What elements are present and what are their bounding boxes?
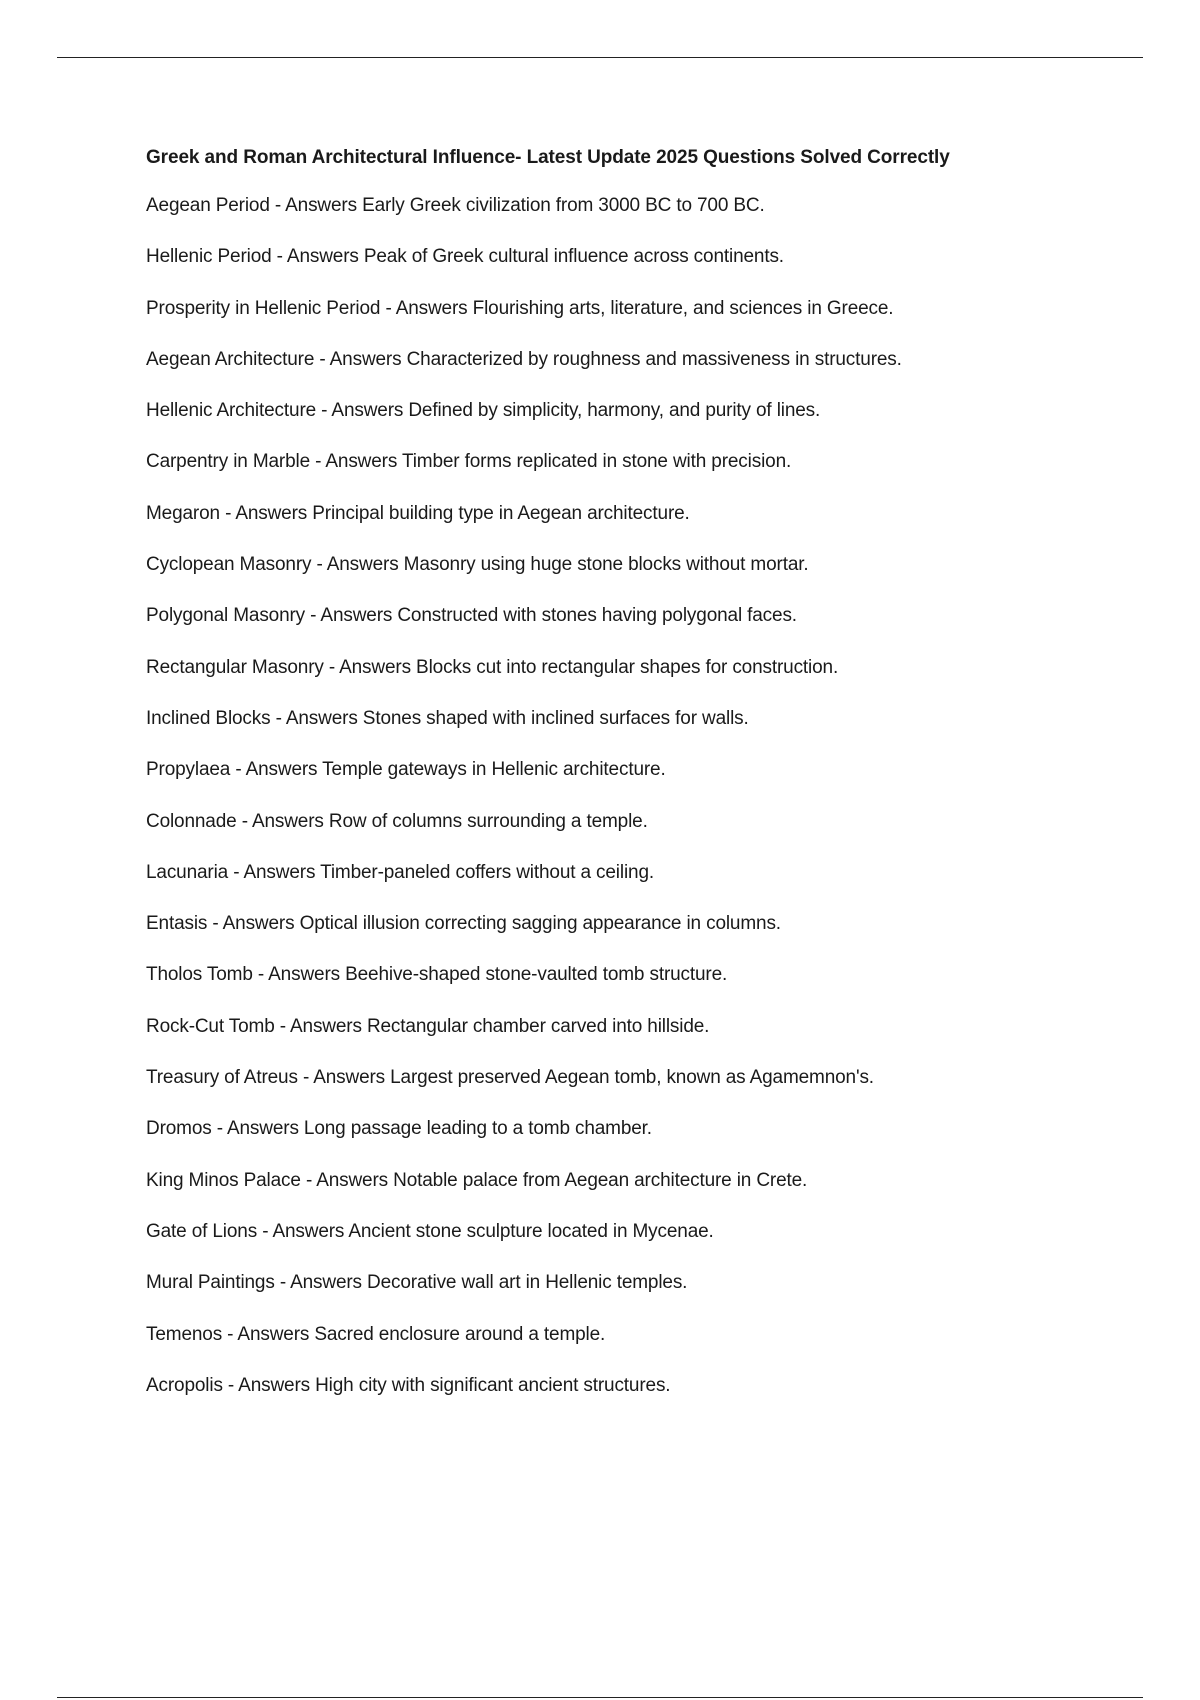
qa-item: Mural Paintings - Answers Decorative wall art in Hellenic temples. [146, 1272, 688, 1294]
qa-item: Rock-Cut Tomb - Answers Rectangular chamber carved into hillside. [146, 1015, 710, 1037]
qa-item: Treasury of Atreus - Answers Largest preserved Aegean tomb, known as Agamemnon's. [146, 1067, 874, 1089]
qa-item: Colonnade - Answers Row of columns surrounding a temple. [146, 810, 648, 832]
qa-item: Rectangular Masonry - Answers Blocks cut into rectangular shapes for construction. [146, 656, 839, 678]
footer-rule [57, 1697, 1143, 1698]
document-body [146, 144, 1146, 1424]
qa-item: Temenos - Answers Sacred enclosure around a temple. [146, 1323, 606, 1345]
qa-item: Lacunaria - Answers Timber-paneled coffers without a ceiling. [146, 861, 654, 883]
qa-item: King Minos Palace - Answers Notable palace from Aegean architecture in Crete. [146, 1169, 808, 1191]
qa-item: Aegean Architecture - Answers Characterized by roughness and massiveness in structures. [146, 348, 902, 370]
qa-item: Hellenic Architecture - Answers Defined by simplicity, harmony, and purity of lines. [146, 400, 821, 422]
qa-item: Entasis - Answers Optical illusion correcting sagging appearance in columns. [146, 913, 781, 935]
header-rule [57, 57, 1143, 58]
qa-item: Polygonal Masonry - Answers Constructed with stones having polygonal faces. [146, 605, 797, 627]
qa-item: Megaron - Answers Principal building type in Aegean architecture. [146, 502, 690, 524]
qa-item: Hellenic Period - Answers Peak of Greek cultural influence across continents. [146, 246, 784, 268]
qa-item: Tholos Tomb - Answers Beehive-shaped stone-vaulted tomb structure. [146, 964, 728, 986]
qa-item: Cyclopean Masonry - Answers Masonry using huge stone blocks without mortar. [146, 554, 809, 576]
qa-item: Aegean Period - Answers Early Greek civilization from 3000 BC to 700 BC. [146, 195, 765, 216]
qa-item: Inclined Blocks - Answers Stones shaped with inclined surfaces for walls. [146, 707, 749, 729]
qa-item: Propylaea - Answers Temple gateways in Hellenic architecture. [146, 759, 666, 781]
qa-item: Acropolis - Answers High city with significant ancient structures. [146, 1374, 671, 1396]
qa-list [146, 193, 1146, 1399]
qa-item: Dromos - Answers Long passage leading to a tomb chamber. [146, 1118, 652, 1140]
qa-item: Prosperity in Hellenic Period - Answers Flourishing arts, literature, and sciences in Greece. [146, 297, 894, 319]
document-title: Greek and Roman Architectural Influence- Latest Update 2025 Questions Solved Correctly [146, 147, 950, 168]
qa-item: Carpentry in Marble - Answers Timber forms replicated in stone with precision. [146, 451, 792, 473]
qa-item: Gate of Lions - Answers Ancient stone sculpture located in Mycenae. [146, 1220, 714, 1242]
